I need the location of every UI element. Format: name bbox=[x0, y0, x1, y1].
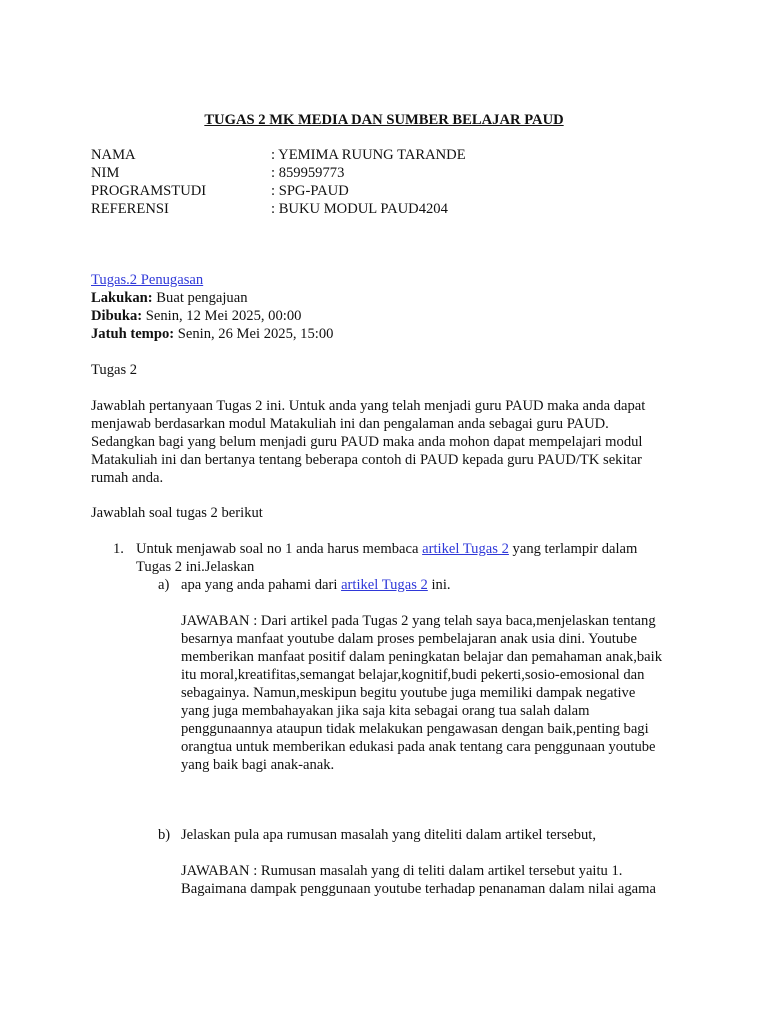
answer-line: itu moral,kreatifitas,semangat belajar,kognitif,budi pekerti,sosio-emosional dan bbox=[181, 667, 645, 683]
answer-line: orangtua untuk memberikan edukasi pada anak tentang cara penggunaan youtube bbox=[181, 739, 656, 755]
subquestion-letter: a) bbox=[158, 577, 170, 593]
subquestion-a-text: ini. bbox=[427, 577, 451, 593]
lakukan-value: Buat pengajuan bbox=[152, 290, 248, 306]
intro-line: rumah anda. bbox=[91, 470, 164, 486]
intro-line: menjawab berdasarkan modul Matakuliah ini dan pengalaman anda sebagai guru PAUD. bbox=[91, 416, 609, 432]
identity-row-nama bbox=[91, 146, 466, 164]
article-link[interactable]: artikel Tugas 2 bbox=[341, 577, 428, 593]
question-1 bbox=[136, 540, 696, 576]
question-1-line bbox=[136, 540, 696, 558]
answer-line: besarnya manfaat youtube dalam proses pembelajaran anak usia dini. Youtube bbox=[181, 631, 637, 647]
article-link[interactable]: artikel Tugas 2 bbox=[422, 541, 509, 557]
subquestion-letter: b) bbox=[158, 827, 171, 843]
question-1-line: Tugas 2 ini.Jelaskan bbox=[136, 559, 255, 575]
assignment-link[interactable]: Tugas.2 Penugasan bbox=[91, 272, 204, 288]
assignment-link-line bbox=[91, 271, 203, 289]
identity-key: NIM bbox=[91, 165, 120, 181]
intro-paragraph bbox=[91, 397, 691, 487]
identity-block bbox=[91, 146, 466, 218]
answer-line: sebagainya. Namun,meskipun begitu youtube juga memiliki dampak negative bbox=[181, 685, 636, 701]
question-number: 1. bbox=[113, 541, 124, 557]
question-1-text: yang terlampir dalam bbox=[508, 541, 638, 557]
identity-value: : 859959773 bbox=[271, 165, 345, 181]
answer-line: memberikan manfaat positif dalam peningkatan belajar dan pemahaman anak,baik bbox=[181, 649, 662, 665]
identity-value: : BUKU MODUL PAUD4204 bbox=[271, 201, 448, 217]
subquestion-a bbox=[181, 576, 691, 594]
document-title: TUGAS 2 MK MEDIA DAN SUMBER BELAJAR PAUD bbox=[204, 112, 564, 128]
intro-line: Sedangkan bagi yang belum menjadi guru PAUD maka anda mohon dapat mempelajari modul bbox=[91, 434, 643, 450]
identity-value: : YEMIMA RUUNG TARANDE bbox=[271, 147, 466, 163]
question-1-text: Untuk menjawab soal no 1 anda harus membaca bbox=[136, 541, 423, 557]
answer-b bbox=[181, 862, 691, 898]
answer-line: JAWABAN : Rumusan masalah yang di teliti dalam artikel tersebut yaitu 1. bbox=[181, 863, 623, 879]
identity-row-programstudi bbox=[91, 182, 466, 200]
answer-line: penggunaannya ataupun tidak melakukan pengawasan dengan baik,penting bagi bbox=[181, 721, 649, 737]
intro-line: Jawablah pertanyaan Tugas 2 ini. Untuk anda yang telah menjadi guru PAUD maka anda dapat bbox=[91, 398, 646, 414]
answer-line: yang baik bagi anak-anak. bbox=[181, 757, 335, 773]
answer-line: yang juga membahayakan jika saja kita sebagai orang tua salah dalam bbox=[181, 703, 590, 719]
answer-line: Bagaimana dampak penggunaan youtube terhadap penanaman dalam nilai agama bbox=[181, 881, 656, 897]
jatuh-tempo-value: Senin, 26 Mei 2025, 15:00 bbox=[174, 326, 334, 342]
identity-key: REFERENSI bbox=[91, 201, 169, 217]
subquestion-a-text: apa yang anda pahami dari bbox=[181, 577, 342, 593]
identity-row-nim bbox=[91, 164, 466, 182]
instruction: Jawablah soal tugas 2 berikut bbox=[91, 505, 263, 521]
intro-line: Matakuliah ini dan bertanya tentang beberapa contoh di PAUD kepada guru PAUD/TK sekitar bbox=[91, 452, 642, 468]
identity-key: NAMA bbox=[91, 147, 136, 163]
identity-key: PROGRAMSTUDI bbox=[91, 183, 207, 199]
section-heading: Tugas 2 bbox=[91, 362, 138, 378]
subquestion-b: Jelaskan pula apa rumusan masalah yang diteliti dalam artikel tersebut, bbox=[181, 827, 596, 843]
dibuka-line bbox=[91, 307, 301, 325]
jatuh-tempo-line bbox=[91, 325, 333, 343]
lakukan-label: Lakukan: bbox=[91, 290, 153, 306]
answer-line: JAWABAN : Dari artikel pada Tugas 2 yang telah saya baca,menjelaskan tentang bbox=[181, 613, 656, 629]
dibuka-value: Senin, 12 Mei 2025, 00:00 bbox=[142, 308, 302, 324]
identity-value: : SPG-PAUD bbox=[271, 183, 349, 199]
identity-row-referensi bbox=[91, 200, 466, 218]
dibuka-label: Dibuka: bbox=[91, 308, 143, 324]
answer-a bbox=[181, 612, 691, 774]
jatuh-tempo-label: Jatuh tempo: bbox=[91, 326, 175, 342]
lakukan-line bbox=[91, 289, 248, 307]
